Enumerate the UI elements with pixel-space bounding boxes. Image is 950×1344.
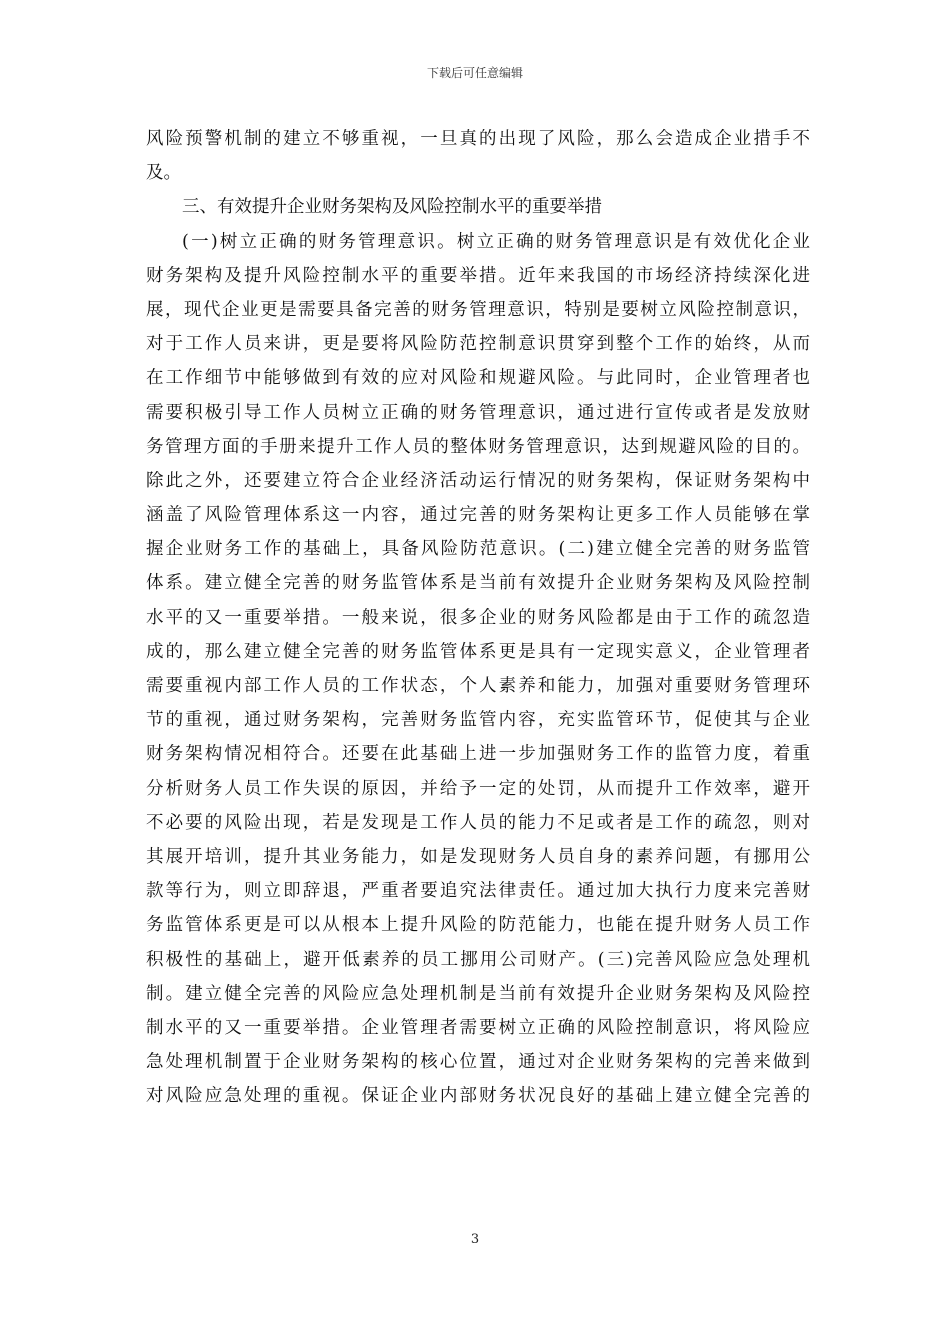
text-line: 对风险应急处理的重视。保证企业内部财务状况良好的基础上建立健全完善的 bbox=[146, 1086, 810, 1107]
text-line: 需要积极引导工作人员树立正确的财务管理意识，通过进行宣传或者是发放财 bbox=[146, 402, 810, 423]
text-line: 成的，那么建立健全完善的财务监管体系更是具有一定现实意义，企业管理者 bbox=[146, 641, 810, 662]
text-line: 分析财务人员工作失误的原因，并给予一定的处罚，从而提升工作效率，避开 bbox=[146, 778, 810, 799]
text-line: 款等行为，则立即辞退，严重者要追究法律责任。通过加大执行力度来完善财 bbox=[146, 881, 810, 902]
text-line: 务监管体系更是可以从根本上提升风险的防范能力，也能在提升财务人员工作 bbox=[146, 915, 810, 936]
text-line: 风险预警机制的建立不够重视，一旦真的出现了风险，那么会造成企业措手不 bbox=[146, 129, 810, 149]
text-line: 制。建立健全完善的风险应急处理机制是当前有效提升企业财务架构及风险控 bbox=[146, 983, 810, 1004]
text-line: 展，现代企业更是需要具备完善的财务管理意识，特别是要树立风险控制意识， bbox=[146, 299, 810, 320]
text-line: 体系。建立健全完善的财务监管体系是当前有效提升企业财务架构及风险控制 bbox=[146, 573, 810, 594]
text-line: 及。 bbox=[146, 163, 181, 184]
text-line: 急处理机制置于企业财务架构的核心位置，通过对企业财务架构的完善来做到 bbox=[146, 1052, 810, 1073]
text-line: 节的重视，通过财务架构，完善财务监管内容，充实监管环节，促使其与企业 bbox=[146, 710, 810, 731]
text-line: 其展开培训，提升其业务能力，如是发现财务人员自身的素养问题，有挪用公 bbox=[146, 846, 810, 867]
text-line: 握企业财务工作的基础上，具备风险防范意识。(二)建立健全完善的财务监管 bbox=[146, 539, 810, 560]
body-text bbox=[146, 122, 810, 1113]
text-line: 水平的又一重要举措。一般来说，很多企业的财务风险都是由于工作的疏忽造 bbox=[146, 607, 810, 628]
section-heading: 三、有效提升企业财务架构及风险控制水平的重要举措 bbox=[182, 197, 602, 218]
text-line: 需要重视内部工作人员的工作状态，个人素养和能力，加强对重要财务管理环 bbox=[146, 676, 810, 696]
text-line: 财务架构及提升风险控制水平的重要举措。近年来我国的市场经济持续深化进 bbox=[146, 265, 810, 286]
text-line: 对于工作人员来讲，更是要将风险防范控制意识贯穿到整个工作的始终，从而 bbox=[146, 334, 810, 355]
text-line: 在工作细节中能够做到有效的应对风险和规避风险。与此同时，企业管理者也 bbox=[146, 368, 810, 389]
text-line: 不必要的风险出现，若是发现是工作人员的能力不足或者是工作的疏忽，则对 bbox=[146, 812, 810, 833]
text-line: 财务架构情况相符合。还要在此基础上进一步加强财务工作的监管力度，着重 bbox=[146, 744, 810, 765]
text-line: 制水平的又一重要举措。企业管理者需要树立正确的风险控制意识，将风险应 bbox=[146, 1017, 810, 1038]
page-number: 3 bbox=[470, 1232, 480, 1247]
text-line: (一)树立正确的财务管理意识。树立正确的财务管理意识是有效优化企业 bbox=[182, 231, 810, 252]
text-line: 积极性的基础上，避开低素养的员工挪用公司财产。(三)完善风险应急处理机 bbox=[146, 949, 810, 970]
text-line: 涵盖了风险管理体系这一内容，通过完善的财务架构让更多工作人员能够在掌 bbox=[146, 505, 810, 526]
page-header: 下载后可任意编辑 bbox=[426, 66, 523, 80]
text-line: 务管理方面的手册来提升工作人员的整体财务管理意识，达到规避风险的目的。 bbox=[146, 436, 810, 457]
text-line: 除此之外，还要建立符合企业经济活动运行情况的财务架构，保证财务架构中 bbox=[146, 470, 810, 491]
